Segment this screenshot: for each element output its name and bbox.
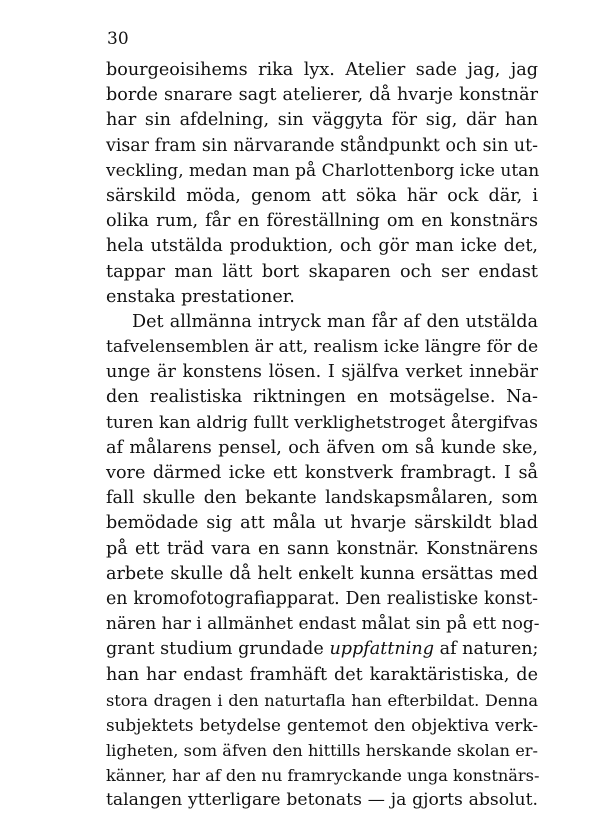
text-segment: grant studium grundade <box>106 639 324 660</box>
text-line: talangen ytterligare betonats — ja gjorts absolut. <box>106 790 538 811</box>
text-line: visar fram sin närvarande ståndpunkt och sin ut- <box>106 135 538 156</box>
text-line: olika rum, får en föreställning om en konstnärs <box>106 211 538 232</box>
text-line: särskild möda, genom att söka här ock där, i <box>106 185 538 206</box>
text-line: ligheten, som äfven den hittills herskande skolan er- <box>106 741 538 761</box>
text-line: han har endast framhäft det karaktäristiska, de <box>106 664 538 685</box>
text-line: en kromofotografiapparat. Den realistiske konst- <box>106 588 538 609</box>
text-line: unge är konstens lösen. I själfva verket innebär <box>106 362 538 383</box>
text-line: Det allmänna intryck man får af den utstälda <box>132 311 538 332</box>
text-line: subjektets betydelse gentemot den objektiva verk- <box>106 714 538 735</box>
text-line: känner, har af den nu framryckande unga konstnärs- <box>106 766 540 786</box>
text-line: enstaka prestationer. <box>106 286 295 307</box>
body-text <box>106 58 538 814</box>
page-number: 30 <box>107 29 129 49</box>
text-line: hela utstälda produktion, och gör man icke det, <box>106 236 538 257</box>
text-line: bourgeoisihems rika lyx. Atelier sade jag, jag <box>106 60 538 80</box>
text-line: af målarens pensel, och äfven om så kunde ske, <box>106 437 538 458</box>
text-line: turen kan aldrig fullt verklighetstroget återgifvas <box>106 412 538 433</box>
text-line <box>106 637 538 662</box>
text-segment: af naturen; <box>439 639 539 660</box>
text-line: borde snarare sagt atelierer, då hvarje konstnär <box>106 85 538 106</box>
text-line: nären har i allmänhet endast målat sin på ett nog- <box>106 614 540 635</box>
emphasized-word: uppfattning <box>329 639 434 660</box>
text-line: vore därmed icke ett konstverk frambragt. I så <box>106 463 538 483</box>
text-line: den realistiska riktningen en motsägelse. Na- <box>106 387 538 408</box>
text-line: tafvelensemblen är att, realism icke längre för de <box>106 337 539 358</box>
text-line: veckling, medan man på Charlottenborg icke utan <box>106 160 540 181</box>
text-line: bemödade sig att måla ut hvarje särskildt blad <box>106 513 538 534</box>
text-line: fall skulle den bekante landskapsmålaren, som <box>106 488 538 509</box>
text-line: arbete skulle då helt enkelt kunna ersättas med <box>106 563 538 584</box>
text-line: tappar man lätt bort skaparen och ser endast <box>106 261 538 282</box>
text-line: stora dragen i den naturtafla han efterbildat. Denna <box>106 690 538 710</box>
text-line: på ett träd vara en sann konstnär. Konstnärens <box>106 538 538 559</box>
text-line: har sin afdelning, sin väggyta för sig, där han <box>106 110 538 131</box>
